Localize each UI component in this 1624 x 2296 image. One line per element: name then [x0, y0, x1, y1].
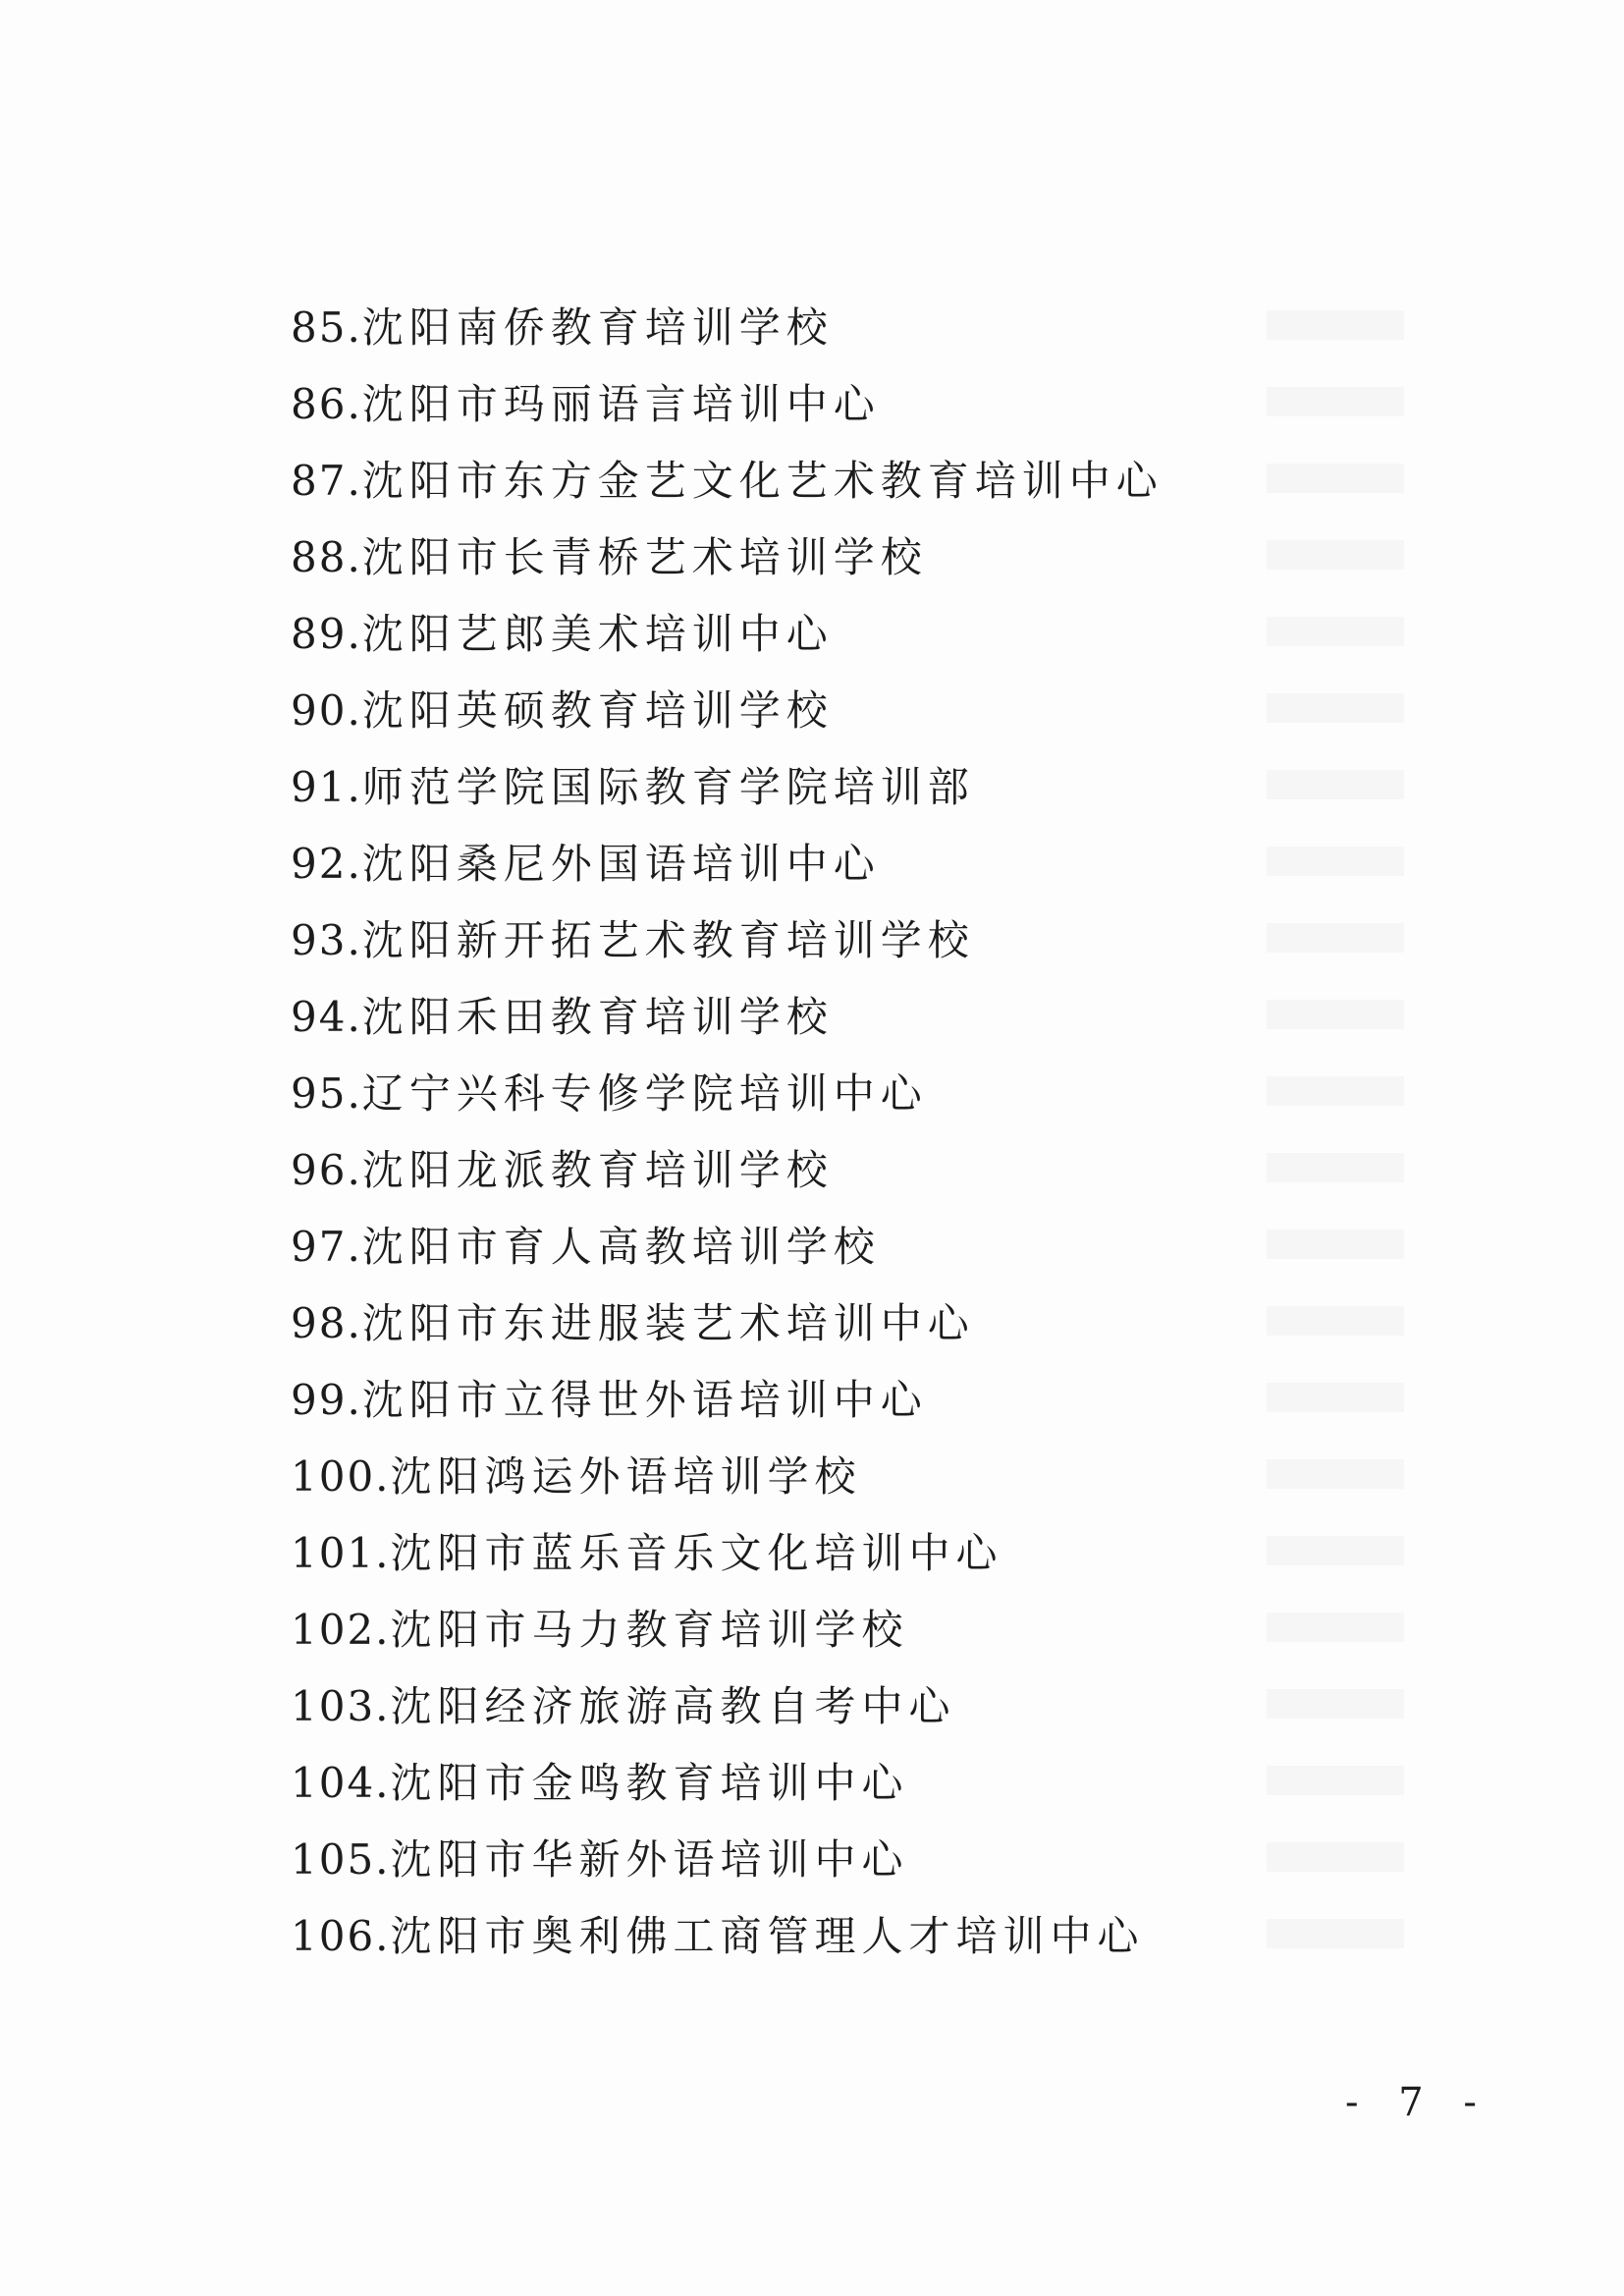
item-number: 105. [291, 1835, 391, 1884]
list-item [291, 1679, 1164, 1756]
list-item [291, 1449, 1164, 1526]
item-number: 100. [291, 1452, 391, 1501]
show-through-shadow [1267, 310, 1404, 1980]
item-name: 沈阳市奥利佛工商管理人才培训中心 [390, 1912, 1145, 1960]
item-name: 沈阳经济旅游高教自考中心 [390, 1682, 956, 1730]
item-name: 沈阳禾田教育培训学校 [361, 993, 834, 1041]
item-name: 沈阳市金鸣教育培训中心 [390, 1759, 909, 1807]
item-number: 106. [291, 1912, 391, 1960]
list-item [291, 837, 1164, 913]
item-name: 沈阳市马力教育培训学校 [390, 1606, 909, 1654]
item-number: 91. [291, 763, 362, 811]
list-item [291, 1603, 1164, 1679]
item-name: 沈阳英硕教育培训学校 [361, 686, 834, 735]
list-item [291, 683, 1164, 760]
page-number: - 7 - [1345, 2080, 1490, 2125]
list-item [291, 1296, 1164, 1373]
item-number: 90. [291, 686, 362, 735]
item-name: 沈阳市华新外语培训中心 [390, 1835, 909, 1884]
list-item [291, 913, 1164, 990]
item-number: 87. [291, 457, 362, 505]
list-item [291, 990, 1164, 1066]
item-name: 沈阳鸿运外语培训学校 [390, 1452, 862, 1501]
list-item [291, 760, 1164, 837]
item-name: 沈阳市长青桥艺术培训学校 [361, 533, 928, 581]
item-name: 沈阳市育人高教培训学校 [361, 1223, 881, 1271]
item-name: 沈阳市立得世外语培训中心 [361, 1376, 928, 1424]
item-name: 沈阳艺郎美术培训中心 [361, 610, 834, 658]
item-name: 沈阳市东进服装艺术培训中心 [361, 1299, 975, 1347]
item-number: 98. [291, 1299, 362, 1347]
item-number: 96. [291, 1146, 362, 1194]
list-item [291, 607, 1164, 683]
item-number: 97. [291, 1223, 362, 1271]
list-item [291, 1756, 1164, 1832]
list-item [291, 1066, 1164, 1143]
item-name: 沈阳龙派教育培训学校 [361, 1146, 834, 1194]
list-item [291, 1143, 1164, 1220]
item-number: 92. [291, 840, 362, 888]
list-item [291, 1526, 1164, 1603]
item-number: 94. [291, 993, 362, 1041]
item-number: 104. [291, 1759, 391, 1807]
list-item [291, 454, 1164, 530]
item-number: 102. [291, 1606, 391, 1654]
item-number: 93. [291, 916, 362, 964]
item-number: 85. [291, 303, 362, 352]
item-number: 103. [291, 1682, 391, 1730]
item-name: 沈阳南侨教育培训学校 [361, 303, 834, 352]
list-item [291, 1832, 1164, 1909]
item-name: 沈阳市蓝乐音乐文化培训中心 [390, 1529, 1003, 1577]
item-number: 86. [291, 380, 362, 428]
list-item [291, 1909, 1164, 1986]
item-number: 101. [291, 1529, 391, 1577]
list-item [291, 1220, 1164, 1296]
item-number: 88. [291, 533, 362, 581]
item-number: 89. [291, 610, 362, 658]
list-item [291, 530, 1164, 607]
list-item [291, 301, 1164, 377]
item-name: 沈阳桑尼外国语培训中心 [361, 840, 881, 888]
item-name: 师范学院国际教育学院培训部 [361, 763, 975, 811]
item-name: 辽宁兴科专修学院培训中心 [361, 1069, 928, 1118]
item-name: 沈阳市玛丽语言培训中心 [361, 380, 881, 428]
item-number: 95. [291, 1069, 362, 1118]
institution-list [291, 301, 1164, 1986]
list-item [291, 377, 1164, 454]
item-name: 沈阳市东方金艺文化艺术教育培训中心 [361, 457, 1164, 505]
item-name: 沈阳新开拓艺术教育培训学校 [361, 916, 975, 964]
item-number: 99. [291, 1376, 362, 1424]
list-item [291, 1373, 1164, 1449]
